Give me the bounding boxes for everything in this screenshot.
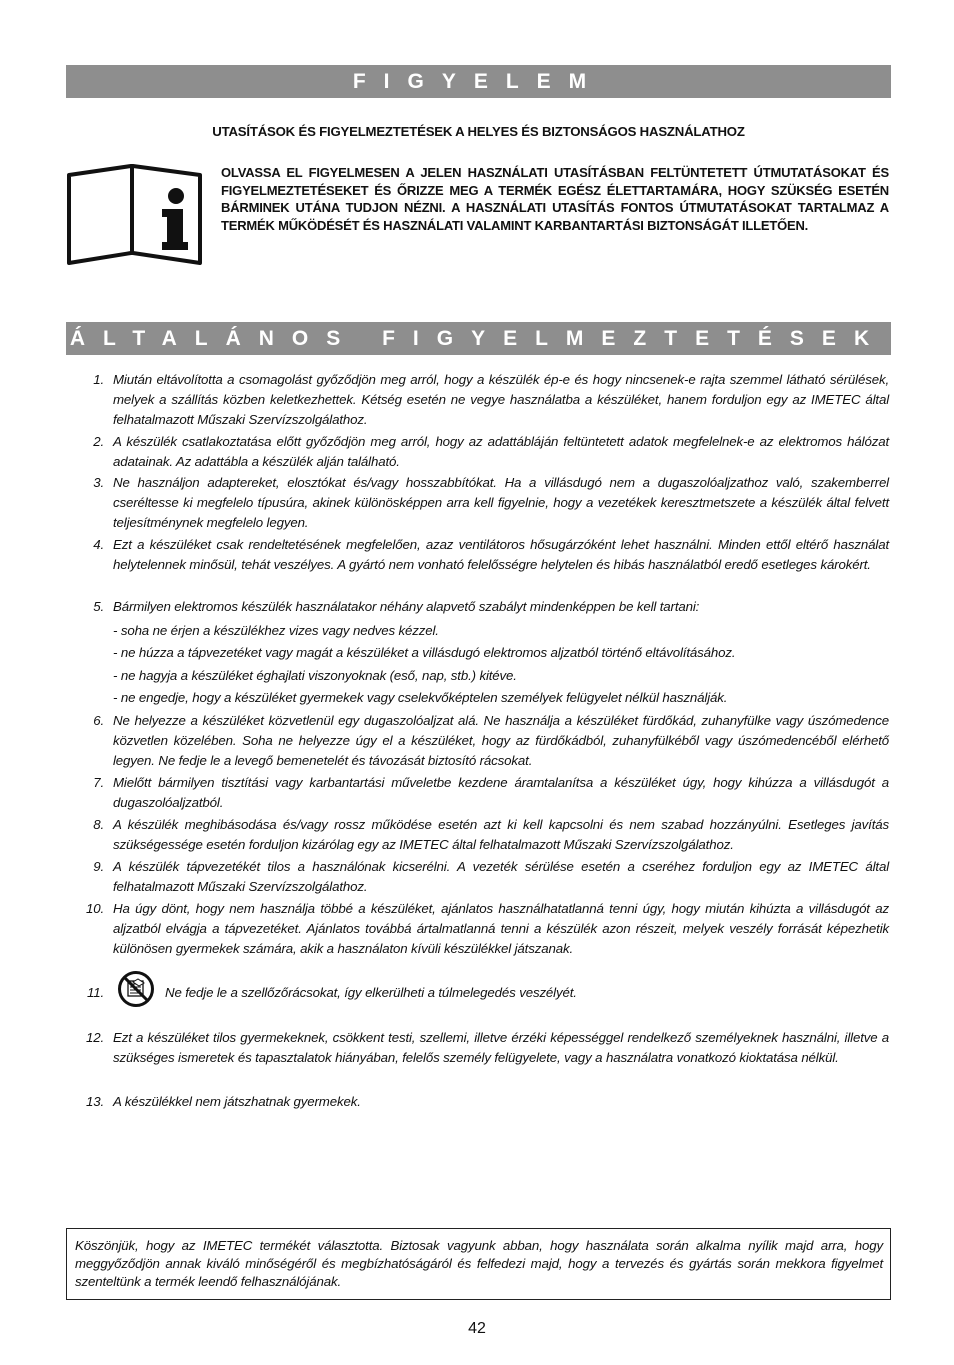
item-number: 1. <box>93 372 104 387</box>
intro-text: OLVASSA EL FIGYELMESEN A JELEN HASZNÁLATI UTASÍTÁSBAN FELTÜNTETETT ÚTMUTATÁSOKAT ÉS FIGYELMEZTETÉSEKET ÉS ŐRIZZE MEG A TERMÉK EGÉSZ ÉLETTARTAMÁRA, HOGY SZÜKSÉG ESETÉN BÁRMINEK UTÁNA TUDJON NÉZNI. A HASZNÁLATI UTASÍTÁS FONTOS ÚTMUTATÁSOKAT TARTALMAZ A TERMÉK MŰKÖDÉSÉT ÉS HASZNÁLATI VALAMINT KARBANTARTÁSI BIZTONSÁGÁT ILLETŐEN. <box>221 165 889 233</box>
item-text: A készülék csatlakoztatása előtt győződjön meg arról, hogy az adattábláján feltüntetett adatok megfelelnek-e az elektromos hálózat adatainak. Az adattábla a készülék alján található. <box>113 434 889 469</box>
dash-text: - ne engedje, hogy a készüléket gyermekek vagy cselekvőképtelen személyek felügyelet nélkül használják. <box>113 690 728 705</box>
item-number: 10. <box>85 901 104 916</box>
item-number: 8. <box>93 817 104 832</box>
dash-text: - ne húzza a tápvezetéket vagy magát a készüléket a villásdugó elektromos aljzatból történő eltávolításához. <box>113 645 736 660</box>
item-number: 9. <box>93 859 104 874</box>
item-text: Ha úgy dönt, hogy nem használja többé a készüléket, ajánlatos használhatatlanná tenni úgy, hogy miután kihúzta a villásdugót az aljzatból elvágja a tápvezetéket. Ajánlatos továbbá ártalmatlanná tenni a készülék azon részeit, melyek veszély forrását képezhetik különösen gyermekek számára, akik a használaton kívüli készülékkel játszanak. <box>113 901 889 956</box>
item-number: 5. <box>93 599 104 614</box>
info-book-icon <box>66 163 203 267</box>
item-text: Mielőtt bármilyen tisztítási vagy karbantartási műveletbe kezdene áramtalanítsa a készüléket úgy, hogy kihúzza a villásdugót a dugaszolóaljzatból. <box>113 775 889 810</box>
item-text: Miután eltávolította a csomagolást győződjön meg arról, hogy a készülék ép-e és hogy nincsenek-e rajta szemmel látható sérülések, melyek a szállítás közben keletkezhettek. Kétség esetén ne vegye használatba a készüléket, hanem forduljon egy az IMETEC által felhatalmazott Műszaki Szervízszolgálathoz. <box>113 372 889 427</box>
item-number: 2. <box>93 434 104 449</box>
section-title-general-warnings: ÁLTALÁNOS FIGYELMEZTETÉSEK <box>66 322 891 355</box>
item-text: Ezt a készüléket csak rendeltetésének megfelelően, azaz ventilátoros hősugárzóként lehet használni. Minden ettől eltérő használat helytelennek minősül, tehát veszélyes. A gyártó nem vonható felelősségre helytelen és hibás használatból eredő esetleges károkért. <box>113 537 889 572</box>
page-number: 42 <box>468 1320 486 1337</box>
item-text: Ne fedje le a szellőzőrácsokat, így elkerülheti a túlmelegedés veszélyét. <box>165 985 577 1000</box>
item-number: 7. <box>93 775 104 790</box>
subtitle: UTASÍTÁSOK ÉS FIGYELMEZTETÉSEK A HELYES ÉS BIZTONSÁGOS HASZNÁLATHOZ <box>212 124 745 139</box>
item-text: Ne helyezze a készüléket közvetlenül egy dugaszolóaljzat alá. Ne használja a készüléket fürdőkád, zuhanyfülke vagy úszómedence közvetlen közelében. Soha ne helyezze úgy el a készüléket, hogy az fürdőkádból, zuhanyfülkéből vagy úszómedencéből elérhető legyen. Ne fedje le a levegő bemenetelét és távozását biztosító rácsokat. <box>113 713 889 768</box>
do-not-cover-icon <box>117 970 155 1008</box>
dash-text: - ne hagyja a készüléket éghajlati viszonyoknak (eső, nap, stb.) kitéve. <box>113 668 517 683</box>
dash-text: - soha ne érjen a készülékhez vizes vagy nedves kézzel. <box>113 623 439 638</box>
item-text: A készülékkel nem játszhatnak gyermekek. <box>113 1094 361 1109</box>
item-text: Ezt a készüléket tilos gyermekeknek, csökkent testi, szellemi, illetve érzéki képességgel rendelkező személyeknek használni, illetve a szükséges ismeretek és tapasztalatok hiányában, felelős személy felügyelete, vagy a használatra vonatkozó kioktatása nélkül. <box>113 1030 889 1065</box>
thank-you-box: Köszönjük, hogy az IMETEC termékét választotta. Biztosak vagyunk abban, hogy használata során alkalma nyílik majd arra, hogy meggyőződjön annak kiváló minőségéről és megbízhatóságáról és felfedezi majd, hogy a tervezés és gyártás során mekkora figyelmet szenteltünk a termék leendő felhasználójának. <box>66 1228 891 1300</box>
item-text: Bármilyen elektromos készülék használatakor néhány alapvető szabályt mindenképpen be kell tartani: <box>113 599 700 614</box>
item-number: 3. <box>93 475 104 490</box>
item-text: A készülék meghibásodása és/vagy rossz működése esetén azt ki kell kapcsolni és nem szabad hozzányúlni. Esetleges javítás szükségessége esetén forduljon kizárólag egy az IMETEC által felhatalmazott Műszaki Szervízszolgálathoz. <box>113 817 889 852</box>
item-text: Ne használjon adaptereket, elosztókat és/vagy hosszabbítókat. Ha a villásdugó nem a dugaszolóaljzathoz való, szakemberrel cseréltesse ki megfelelo típusúra, akinek különösképpen arra kell figyelnie, hogy a vezetékek keresztmetszete a készülék által felvett teljesítménynek megfelelo legyen. <box>113 475 889 530</box>
item-text: A készülék tápvezetékét tilos a használónak kicserélni. A vezeték sérülése esetén a cseréhez forduljon egy az IMETEC által felhatalmazott Műszaki Szervízszolgálathoz. <box>113 859 889 894</box>
item-number: 6. <box>93 713 104 728</box>
item-number: 12. <box>85 1030 104 1045</box>
section-title-figyelem: FIGYELEM <box>66 65 891 98</box>
item-number: 11. <box>86 985 104 1000</box>
item-number: 4. <box>93 537 104 552</box>
item-number: 13. <box>85 1094 104 1109</box>
